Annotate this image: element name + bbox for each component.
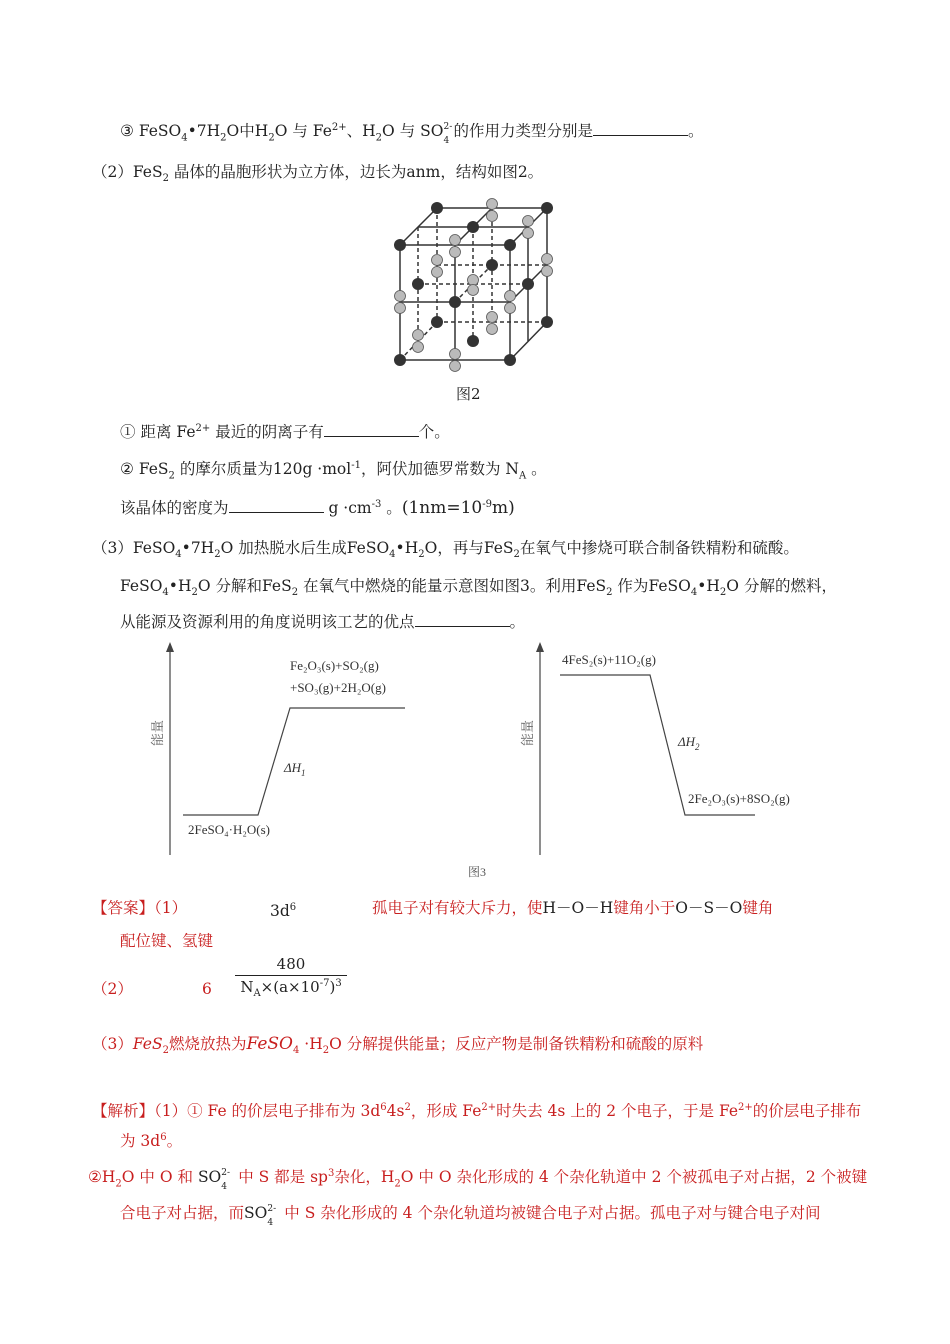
question-3-line3: 从能源及资源利用的角度说明该工艺的优点 。 [120, 613, 526, 631]
question-3-line1: $(3)FeSO_4•7H_2O$ 加热脱水后生成$FeSO_4•H_2O$，再与FeS$_2$在氧气中掺烧可联合制备铁精粉和硫酸。 [92, 539, 799, 561]
question-1-3: ③ $FeSO_4•7H_2O$中$H_2O$ 与 $Fe^{2+}$、$H_2O$ 与 SO 2- 4 的作用力类型分别是 。 [120, 122, 704, 147]
answer-1-reason: 孤电子对有较大斥力，使H－O－H键角小于O－S－O键角 [372, 899, 774, 917]
question-2-2: ② FeS$_2$ 的摩尔质量为120g ·mol$^{-1}$，阿伏加德罗常数为 $N_A$ 。 [120, 460, 547, 482]
figure-3-caption: 图3 [468, 865, 487, 879]
question-3-line2: $FeSO_4•H_2O$ 分解和FeS$_2$ 在氧气中燃烧的能量示意图如图3。利用FeS$_2$ 作为$FeSO_4•H_2O$ 分解的燃料， [120, 577, 837, 599]
right-dh-label: $\Delta H_2$ [678, 734, 700, 752]
analysis-line-2: 为 $3d^6$。 [120, 1132, 183, 1151]
right-y-label: 能量 [520, 719, 535, 746]
left-top-label-1: Fe₂O₃(s)+SO₂(g) [290, 658, 379, 673]
answer-line-1: 【答案】（1） [92, 899, 188, 917]
energy-diagram [140, 640, 820, 885]
left-y-label: 能量 [150, 719, 165, 746]
analysis-line-1: 【解析】（1）① Fe 的价层电子排布为 $3d^64s^2$，形成 $Fe^{2+}$时失去 4s 上的 2 个电子，于是 $Fe^{2+}$的价层电子排布 [92, 1102, 862, 1121]
crystal-cell-figure [385, 190, 575, 375]
fraction-denominator: $N_A\times(a\times 10^{-7})^3$ [240, 978, 342, 999]
answer-blank [324, 422, 419, 437]
right-bottom-label: 2Fe₂O₃(s)+8SO₂(g) [688, 791, 790, 806]
answer-2-value: 6 [202, 980, 212, 998]
fraction-numerator: 480 [235, 955, 347, 976]
left-bottom-label: 2FeSO₄·H₂O(s) [188, 822, 271, 837]
answer-3: （3）FeS$_2$燃烧放热为FeSO$_4$ $\cdot H_2O$ 分解提供能量；反应产物是制备铁精粉和硫酸的原料 [92, 1034, 704, 1057]
question-2-1: ① 距离 $Fe^{2+}$ 最近的阴离子有 个。 [120, 423, 450, 442]
answer-1-line2: 配位键、氢键 [120, 932, 214, 950]
answer-blank [415, 612, 510, 627]
analysis-line-4: 合电子对占据，而SO 2- 4 中 S 杂化形成的 4 个杂化轨道均被键合电子对占据。孤电子对与键合电子对间 [120, 1204, 821, 1228]
left-top-label-2: +SO₃(g)+2H₂O(g) [290, 680, 386, 695]
answer-blank [593, 121, 688, 136]
answer-2-label: （2） [92, 980, 133, 998]
answer-2-fraction [235, 955, 347, 999]
question-2: （2）FeS$_2$ 晶体的晶胞形状为立方体，边长为anm，结构如图2。 [92, 163, 544, 185]
figure-2-caption: 图2 [456, 385, 481, 403]
question-2-3: 该晶体的密度为 $g \cdot cm^{-3}$ 。$(1nm=10^{-9}m)$ [120, 498, 515, 519]
answer-1-value: $3d^6$ [270, 902, 297, 921]
analysis-line-3: $②H_2O$ 中 O 和 SO 2- 4 中 S 都是 $sp^3$杂化，$H_2O$ 中 O 杂化形成的 4 个杂化轨道中 2 个被孤电子对占据，2 个被键 [88, 1168, 868, 1193]
right-top-label: 4FeS₂(s)+11O₂(g) [562, 652, 656, 667]
left-dh-label: $\Delta H_1$ [284, 760, 306, 778]
answer-blank [229, 498, 324, 513]
